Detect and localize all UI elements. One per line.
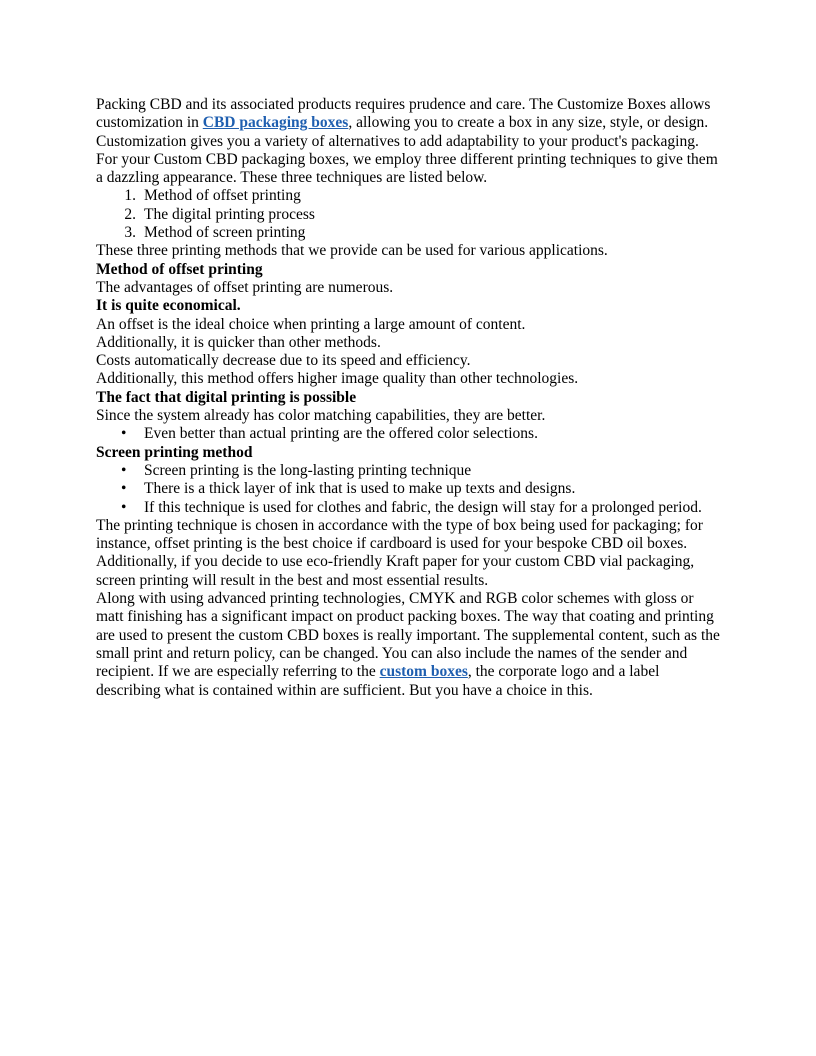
- list-item: 2. The digital printing process: [124, 205, 315, 223]
- final-paragraph: Along with using advanced printing technologies, CMYK and RGB color schemes with gloss or matt finishing has a significant impact on product packing boxes. The way that coating and printing are used to present the custom CBD boxes is really important. The supplemental content, such as the small print and return policy, can be changed. You can also include the names of the sender and recipient. If we are especially referring to the custom boxes, the corporate logo and a label describing what is contained within are sufficient. But you have a choice in this.: [96, 590, 720, 699]
- bullet-icon: •: [121, 425, 127, 443]
- offset-line: Additionally, it is quicker than other methods.: [96, 333, 381, 351]
- list-item: • There is a thick layer of ink that is used to make up texts and designs.: [121, 480, 576, 498]
- offset-line: Costs automatically decrease due to its speed and efficiency.: [96, 352, 471, 370]
- offset-subheading: It is quite economical.: [96, 297, 241, 315]
- bullet-icon: •: [121, 461, 127, 479]
- document-page: [96, 96, 720, 700]
- screen-heading: Screen printing method: [96, 443, 253, 461]
- methods-sentence: These three printing methods that we provide can be used for various applications.: [96, 242, 608, 260]
- list-item: • Even better than actual printing are the offered color selections.: [121, 425, 538, 443]
- offset-heading: Method of offset printing: [96, 260, 263, 278]
- list-item: • If this technique is used for clothes and fabric, the design will stay for a prolonged period.: [121, 498, 702, 516]
- digital-line: Since the system already has color matching capabilities, they are better.: [96, 407, 546, 425]
- list-item: 3. Method of screen printing: [124, 224, 306, 242]
- digital-bullet-list: [96, 425, 720, 443]
- list-item: • Screen printing is the long-lasting printing technique: [121, 461, 472, 479]
- cbd-packaging-boxes-link[interactable]: CBD packaging boxes: [202, 114, 349, 132]
- screen-bullet-list: [96, 462, 720, 517]
- offset-intro: The advantages of offset printing are numerous.: [96, 278, 394, 296]
- choice-paragraph: The printing technique is chosen in accordance with the type of box being used for packaging; for instance, offset printing is the best choice if cardboard is used for your bespoke CBD oil boxes. Additionally, if you decide to use eco-friendly Kraft paper for your custom CBD vial packaging, screen printing will result in the best and most essential results.: [96, 516, 703, 589]
- offset-line: An offset is the ideal choice when printing a large amount of content.: [96, 315, 526, 333]
- offset-line: Additionally, this method offers higher image quality than other technologies.: [96, 370, 579, 388]
- bullet-icon: •: [121, 480, 127, 498]
- digital-heading: The fact that digital printing is possible: [96, 388, 357, 406]
- intro-paragraph: Packing CBD and its associated products requires prudence and care. The Customize Boxes allows customization in CBD packaging boxes, allowing you to create a box in any size, style, or design. Customization gives you a variety of alternatives to add adaptability to your product's packaging. For your Custom CBD packaging boxes, we employ three different printing techniques to give them a dazzling appearance. These three techniques are listed below.: [96, 96, 718, 187]
- custom-boxes-link[interactable]: custom boxes: [379, 663, 468, 681]
- bullet-icon: •: [121, 498, 127, 516]
- techniques-numbered-list: [96, 187, 720, 242]
- list-item: 1. Method of offset printing: [124, 187, 301, 205]
